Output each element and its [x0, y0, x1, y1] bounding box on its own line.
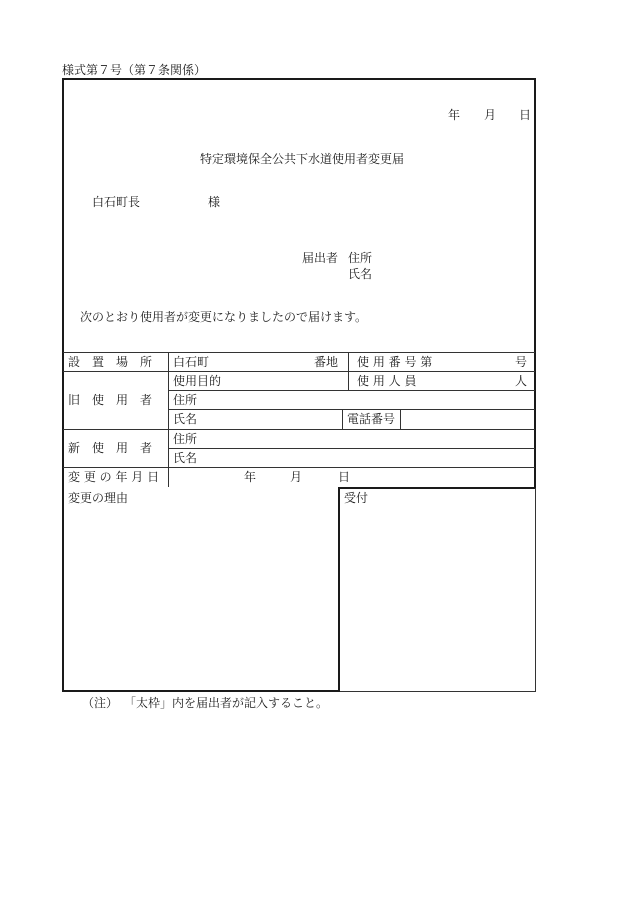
usage-number-label: 使 用 番 号 第: [357, 355, 433, 369]
row-divider-2: [168, 390, 535, 391]
change-year: 年: [244, 470, 257, 484]
phone-right-divider: [400, 409, 401, 429]
old-address-label: 住所: [173, 393, 198, 407]
frame-bottom: [62, 690, 340, 692]
usage-number-suffix: 号: [515, 355, 528, 369]
phone-left-divider: [342, 409, 343, 429]
frame-step-vertical: [338, 487, 340, 692]
reason-label: 変更の理由: [68, 491, 129, 505]
reception-right-border: [535, 488, 536, 691]
location-lot: 番地: [314, 355, 339, 369]
addressee-name: 白石町長: [92, 195, 141, 209]
date-month: 月: [484, 108, 497, 122]
statement-text: 次のとおり使用者が変更になりましたので届けます。: [80, 310, 368, 324]
new-name-label: 氏名: [173, 451, 198, 465]
notifier-label: 届出者: [302, 251, 339, 265]
old-user-label: 旧 使 用 者: [68, 393, 153, 407]
old-name-label: 氏名: [173, 412, 198, 426]
change-month: 月: [290, 470, 303, 484]
date-day: 日: [519, 108, 532, 122]
document-title: 特定環境保全公共下水道使用者変更届: [200, 152, 405, 166]
reception-bottom-border: [340, 691, 536, 692]
row-divider-3: [168, 409, 535, 410]
reception-label: 受付: [344, 491, 369, 505]
change-day: 日: [338, 470, 351, 484]
addressee-honorific: 様: [208, 195, 221, 209]
users-count-suffix: 人: [515, 374, 528, 388]
frame-step-bottom: [338, 487, 536, 489]
frame-right-upper: [534, 78, 536, 488]
row-divider-5: [168, 448, 535, 449]
note-text: 「太枠」内を届出者が記入すること。: [124, 696, 329, 710]
location-label: 設 置 場 所: [68, 355, 153, 369]
location-town: 白石町: [173, 355, 210, 369]
row-divider-4: [63, 429, 535, 430]
row-divider-6: [63, 467, 535, 468]
row-divider-1: [63, 371, 535, 372]
change-date-label: 変 更 の 年 月 日: [68, 470, 160, 484]
new-user-label: 新 使 用 者: [68, 441, 153, 455]
note-prefix: （注）: [82, 696, 119, 710]
date-year: 年: [448, 108, 461, 122]
phone-label: 電話番号: [347, 412, 396, 426]
users-count-label: 使 用 人 員: [357, 374, 417, 388]
notifier-name-label: 氏名: [348, 267, 373, 281]
middle-divider-upper: [348, 352, 349, 390]
notifier-address-label: 住所: [348, 251, 373, 265]
purpose-label: 使用目的: [173, 374, 222, 388]
form-number: 様式第７号（第７条関係）: [62, 63, 207, 77]
frame-left: [62, 78, 64, 692]
new-address-label: 住所: [173, 432, 198, 446]
frame-top: [62, 78, 536, 80]
table-top-border: [63, 352, 535, 353]
label-column-divider: [168, 352, 169, 487]
